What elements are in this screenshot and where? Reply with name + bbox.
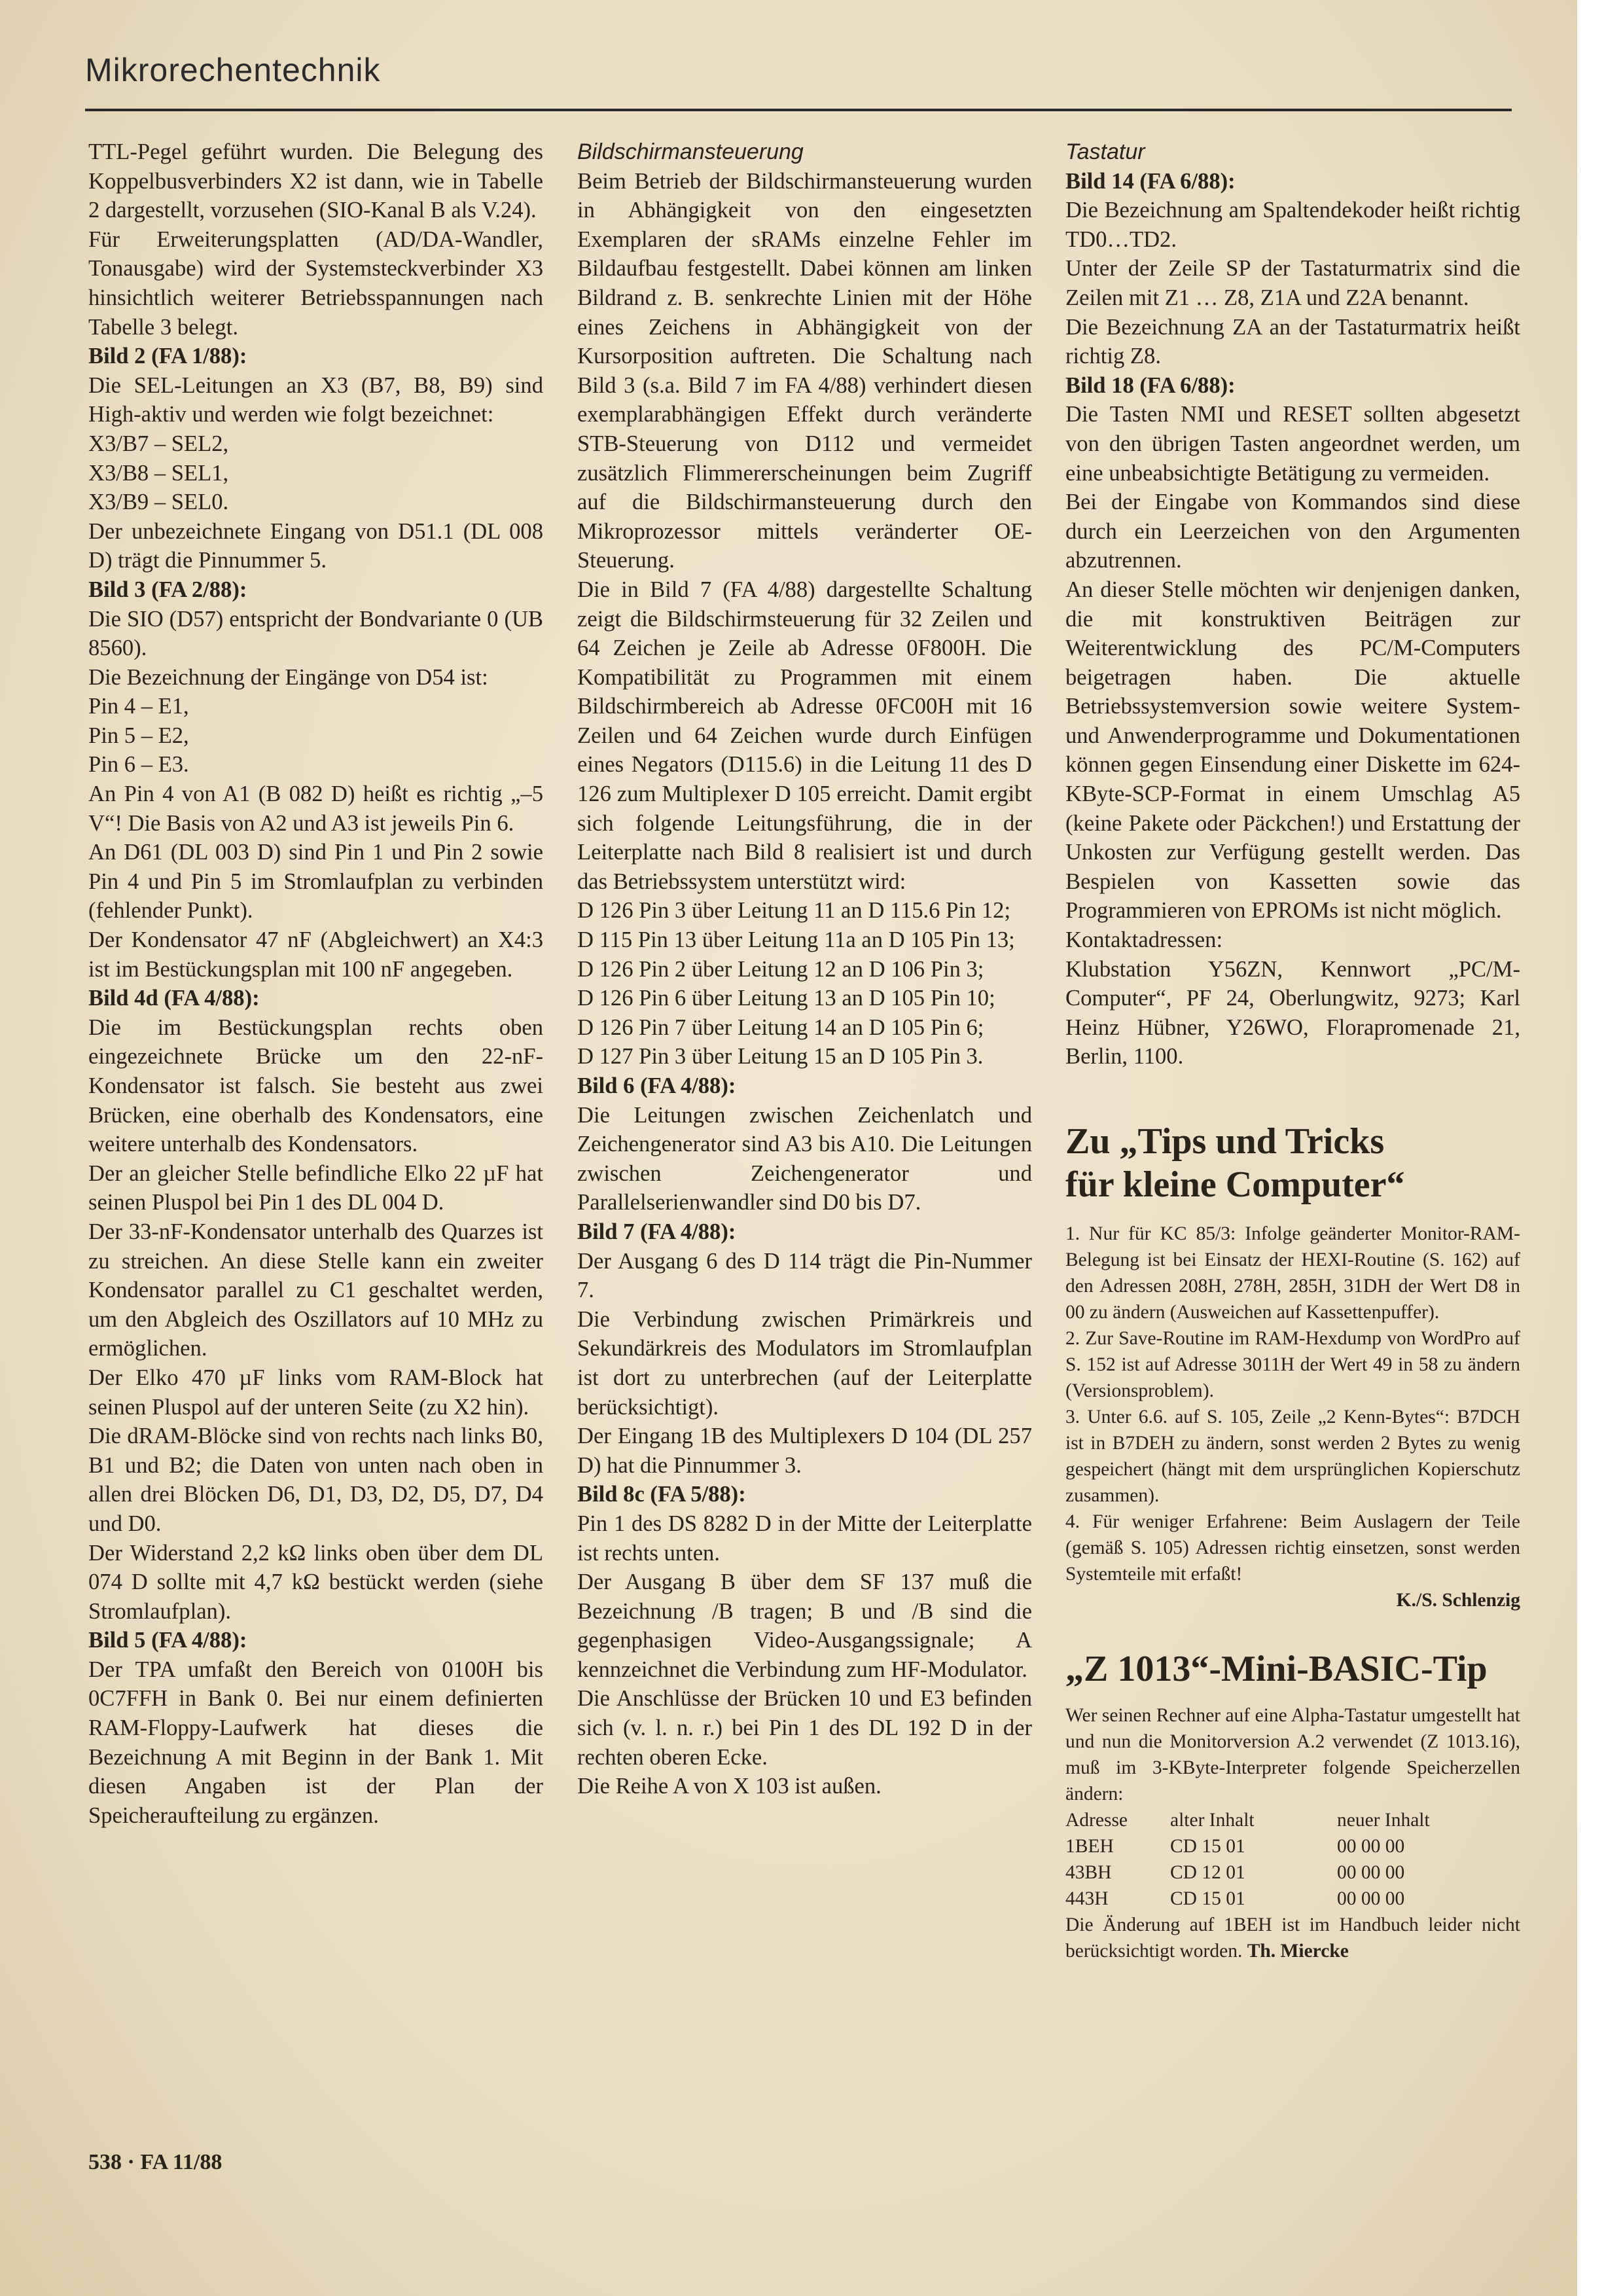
paragraph: Die Anschlüsse der Brücken 10 und E3 befinden sich (v. l. n. r.) bei Pin 1 des DL 192 D in der rechten oberen Ecke.: [577, 1686, 1032, 1770]
paragraph: Der unbezeichnete Eingang von D51.1 (DL 008 D) trägt die Pinnummer 5.: [88, 518, 543, 573]
pcm-corrections: [1065, 137, 1520, 1071]
paragraph: Der Ausgang B über dem SF 137 muß die Bezeichnung /B tragen; B und /B sind die gegenphasigen Video-Ausgangssignale; A kennzeichnet die Verbindung zum HF-Modulator.: [577, 1570, 1032, 1682]
tips-signature: K./S. Schlenzig: [1396, 1590, 1520, 1611]
table-cell: CD 15 01: [1170, 1836, 1245, 1857]
figure-heading: Bild 18 (FA 6/88):: [1065, 372, 1236, 398]
paragraph: D 126 Pin 7 über Leitung 14 an D 105 Pin 6;: [577, 1014, 984, 1040]
page-footer: 538 · FA 11/88: [88, 2150, 223, 2174]
paragraph: Die SIO (D57) entspricht der Bondvariante 0 (UB 8560).: [88, 606, 543, 661]
table-row: [1065, 1833, 1497, 1859]
paragraph: Bei der Eingabe von Kommandos sind diese durch ein Leerzeichen von den Argumenten abzutrennen.: [1065, 490, 1520, 573]
section-heading: Bildschirmansteuerung: [577, 139, 804, 164]
basic-outro-text: Die Änderung auf 1BEH ist im Handbuch leider nicht berücksichtigt worden.: [1065, 1914, 1520, 1962]
paragraph: Die Bezeichnung am Spaltendekoder heißt richtig TD0…TD2.: [1065, 198, 1520, 252]
paragraph: Die Leitungen zwischen Zeichenlatch und Zeichengenerator sind A3 bis A10. Die Leitungen zwischen Zeichengenerator und Parallelserienwandler sind D0 bis D7.: [577, 1102, 1032, 1215]
column-2: [577, 137, 1032, 1801]
tips-item: 1. Nur für KC 85/3: Infolge geänderter Monitor-RAM-Belegung ist bei Einsatz der HEXI-Routine (S. 162) auf den Adressen 208H, 278H, 285H, 31DH der Wert D8 in 00 zu ändern (Ausweichen auf Kassettenpuffer).: [1065, 1223, 1520, 1323]
paragraph: Für Erweiterungsplatten (AD/DA-Wandler, Tonausgabe) wird der Systemsteckverbinder X3 hinsichtlich weiterer Betriebsspannungen nach Tabelle 3 belegt.: [88, 226, 543, 340]
table-cell: 00 00 00: [1337, 1862, 1405, 1883]
page-edge: [1577, 0, 1623, 2296]
table-header-cell: neuer Inhalt: [1337, 1810, 1430, 1831]
basic-article: [1065, 1647, 1520, 1964]
paragraph: Der an gleicher Stelle befindliche Elko 22 µF hat seinen Pluspol bei Pin 1 des DL 004 D.: [88, 1160, 543, 1215]
paragraph: Der TPA umfaßt den Bereich von 0100H bis 0C7FFH in Bank 0. Bei nur einem definierten RAM-Floppy-Laufwerk hat dieses die Bezeichnung A mit Beginn in der Bank 1. Mit diesen Angaben ist der Plan der Speicheraufteilung zu ergänzen.: [88, 1657, 543, 1828]
figure-heading: Bild 14 (FA 6/88):: [1065, 168, 1236, 194]
paragraph: Die Reihe A von X 103 ist außen.: [577, 1774, 882, 1799]
section-title: Mikrorechentechnik: [85, 52, 381, 88]
figure-heading: Bild 5 (FA 4/88):: [88, 1628, 247, 1653]
paragraph: Die Tasten NMI und RESET sollten abgesetzt von den übrigen Tasten angeordnet werden, um eine unbeabsichtigte Betätigung zu vermeiden.: [1065, 402, 1520, 486]
paragraph: An dieser Stelle möchten wir denjenigen danken, die mit konstruktiven Beiträgen zur Weiterentwicklung des PC/M-Computers beigetragen haben. Die aktuelle Betriebssystemversion sowie weitere System- und Anwenderprogramme und Dokumentationen können gegen Einsendung einer Diskette im 624-KByte-SCP-Format in einem Umschlag A5 (keine Pakete oder Päckchen!) und Erstattung der Unkosten zur Verfügung gestellt werden. Das Bespielen von Kassetten sowie das Programmieren von EPROMs ist nicht möglich.: [1065, 577, 1520, 924]
basic-title: „Z 1013“-Mini-BASIC-Tip: [1065, 1649, 1488, 1689]
paragraph: Die Verbindung zwischen Primärkreis und Sekundärkreis des Modulators im Stromlaufplan ist dort zu unterbrechen (auf der Leiterplatte berücksichtigt).: [577, 1306, 1032, 1420]
figure-heading: Bild 2 (FA 1/88):: [88, 344, 247, 369]
paragraph: Die im Bestückungsplan rechts oben eingezeichnete Brücke um den 22-nF-Kondensator ist falsch. Sie besteht aus zwei Brücken, eine oberhalb des Kondensators, eine weitere unterhalb des Kondensators.: [88, 1014, 543, 1157]
paragraph: Die SEL-Leitungen an X3 (B7, B8, B9) sind High-aktiv und werden wie folgt bezeichnet:: [88, 372, 543, 427]
paragraph: Die dRAM-Blöcke sind von rechts nach links B0, B1 und B2; die Daten von unten nach oben in allen drei Blöcken D6, D1, D3, D2, D5, D7, D4 und D0.: [88, 1424, 543, 1536]
section-heading: Tastatur: [1065, 139, 1145, 164]
list-line: X3/B7 – SEL2,: [88, 431, 229, 456]
paragraph: Die Bezeichnung der Eingänge von D54 ist:: [88, 664, 488, 690]
figure-heading: Bild 4d (FA 4/88):: [88, 986, 260, 1011]
table-cell: 443H: [1065, 1888, 1109, 1909]
paragraph: D 126 Pin 2 über Leitung 12 an D 106 Pin 3;: [577, 956, 984, 982]
paragraph: Beim Betrieb der Bildschirmansteuerung wurden in Abhängigkeit von den eingesetzten Exemplaren der sRAMs einzelne Fehler im Bildaufbau festgestellt. Dabei können am linken Bildrand z. B. senkrechte Linien mit der Höhe eines Zeichens in Abhängigkeit von der Kursorposition auftreten. Die Schaltung nach Bild 3 (s.a. Bild 7 im FA 4/88) verhindert diesen exemplarabhängigen Effekt durch veränderte STB-Steuerung von D112 und vermeidet zusätzlich Flimmererscheinungen beim Zugriff auf die Bildschirmansteuerung durch den Mikroprozessor mittels veränderter OE-Steuerung.: [577, 168, 1032, 573]
paragraph: D 126 Pin 6 über Leitung 13 an D 105 Pin 10;: [577, 986, 995, 1011]
column-3: [1065, 137, 1520, 1964]
tips-list: [1065, 1221, 1520, 1613]
paragraph: Der Widerstand 2,2 kΩ links oben über dem DL 074 D sollte mit 4,7 kΩ bestückt werden (siehe Stromlaufplan).: [88, 1540, 543, 1624]
memory-table-header: [1065, 1807, 1497, 1833]
table-row: [1065, 1886, 1497, 1912]
basic-intro: Wer seinen Rechner auf eine Alpha-Tastatur umgestellt hat und nun die Monitorversion A.2 verwendet (Z 1013.16), muß im 3-KByte-Interpreter folgende Speicherzellen ändern:: [1065, 1705, 1520, 1804]
table-row: [1065, 1859, 1497, 1886]
column-1: [88, 137, 543, 1830]
figure-heading: Bild 3 (FA 2/88):: [88, 577, 247, 602]
tips-title: [1065, 1120, 1520, 1206]
page-header: [85, 51, 1512, 111]
basic-outro: [1065, 1912, 1520, 1964]
list-line: Pin 6 – E3.: [88, 752, 189, 778]
table-header-cell: alter Inhalt: [1170, 1810, 1255, 1831]
table-cell: CD 15 01: [1170, 1888, 1245, 1909]
header-rule: [85, 109, 1512, 111]
paragraph: An D61 (DL 003 D) sind Pin 1 und Pin 2 sowie Pin 4 und Pin 5 im Stromlaufplan zu verbinden (fehlender Punkt).: [88, 840, 543, 924]
paragraph: Der 33-nF-Kondensator unterhalb des Quarzes ist zu streichen. An diese Stelle kann ein zweiter Kondensator parallel zu C1 geschaltet werden, um den Abgleich des Oszillators auf 10 MHz zu ermöglichen.: [88, 1219, 543, 1361]
figure-heading: Bild 8c (FA 5/88):: [577, 1482, 746, 1507]
paragraph: Klubstation Y56ZN, Kennwort „PC/M-Computer“, PF 24, Oberlungwitz, 9273; Karl Heinz Hübner, Y26WO, Florapromenade 21, Berlin, 1100.: [1065, 956, 1520, 1069]
list-line: Kontaktadressen:: [1065, 927, 1223, 953]
figure-heading: Bild 6 (FA 4/88):: [577, 1073, 736, 1098]
tips-item: 4. Für weniger Erfahrene: Beim Auslagern der Teile (gemäß S. 105) Adressen richtig einsetzen, sonst werden Systemteile mit erfaßt!: [1065, 1511, 1520, 1585]
figure-heading: Bild 7 (FA 4/88):: [577, 1219, 736, 1244]
tips-item: 2. Zur Save-Routine im RAM-Hexdump von WordPro auf S. 152 ist auf Adresse 3011H der Wert 49 in 58 zu ändern (Versionsproblem).: [1065, 1328, 1520, 1401]
tips-item: 3. Unter 6.6. auf S. 105, Zeile „2 Kenn-Bytes“: B7DCH ist in B7DEH zu ändern, sonst werden 2 Bytes zu wenig gespeichert (hängt mit dem ursprünglichen Kopierschutz zusammen).: [1065, 1407, 1520, 1506]
list-line: Pin 4 – E1,: [88, 694, 189, 719]
table-cell: 1BEH: [1065, 1836, 1114, 1857]
paragraph: Pin 1 des DS 8282 D in der Mitte der Leiterplatte ist rechts unten.: [577, 1511, 1032, 1566]
paragraph: TTL-Pegel geführt wurden. Die Belegung des Koppelbusverbinders X2 ist dann, wie in Tabelle 2 dargestellt, vorzusehen (SIO-Kanal B als V.24).: [88, 139, 543, 223]
paragraph: Der Ausgang 6 des D 114 trägt die Pin-Nummer 7.: [577, 1248, 1032, 1303]
paragraph: Der Kondensator 47 nF (Abgleichwert) an X4:3 ist im Bestückungsplan mit 100 nF angegeben.: [88, 927, 543, 982]
basic-signature: Th. Miercke: [1247, 1941, 1349, 1962]
paragraph: Der Eingang 1B des Multiplexers D 104 (DL 257 D) hat die Pinnummer 3.: [577, 1424, 1032, 1478]
list-line: X3/B9 – SEL0.: [88, 490, 229, 515]
table-header-cell: Adresse: [1065, 1810, 1128, 1831]
paragraph: Die Bezeichnung ZA an der Tastaturmatrix heißt richtig Z8.: [1065, 314, 1520, 369]
paragraph: Die in Bild 7 (FA 4/88) dargestellte Schaltung zeigt die Bildschirmsteuerung für 32 Zeilen und 64 Zeichen je Zeile ab Adresse 0F800H. Die Kompatibilität zu Programmen mit einem Bildschirmbereich ab Adresse 0FC00H mit 16 Zeilen und 64 Zeichen wurde durch Einfügen eines Negators (D115.6) in die Leitung 11 des D 126 zum Multiplexer D 105 erreicht. Damit ergibt sich folgende Leitungsführung, die in der Leiterplatte nach Bild 8 realisiert ist und durch das Betriebssystem unterstützt wird:: [577, 577, 1032, 894]
paragraph: Unter der Zeile SP der Tastaturmatrix sind die Zeilen mit Z1 … Z8, Z1A und Z2A benannt.: [1065, 256, 1520, 310]
table-cell: CD 12 01: [1170, 1862, 1245, 1883]
memory-table: [1065, 1807, 1497, 1912]
paragraph: An Pin 4 von A1 (B 082 D) heißt es richtig „–5 V“! Die Basis von A2 und A3 ist jeweils Pin 6.: [88, 781, 543, 836]
tips-article: [1065, 1120, 1520, 1613]
paragraph: Der Elko 470 µF links vom RAM-Block hat seinen Pluspol auf der unteren Seite (zu X2 hin).: [88, 1365, 543, 1420]
table-cell: 00 00 00: [1337, 1888, 1405, 1909]
list-line: Pin 5 – E2,: [88, 723, 189, 748]
paragraph: D 115 Pin 13 über Leitung 11a an D 105 Pin 13;: [577, 927, 1015, 953]
table-cell: 00 00 00: [1337, 1836, 1405, 1857]
paragraph: D 126 Pin 3 über Leitung 11 an D 115.6 Pin 12;: [577, 898, 1011, 924]
table-cell: 43BH: [1065, 1862, 1112, 1883]
list-line: X3/B8 – SEL1,: [88, 460, 229, 486]
tips-title-line-1: Zu „Tips und Tricks: [1065, 1121, 1385, 1162]
paragraph: D 127 Pin 3 über Leitung 15 an D 105 Pin 3.: [577, 1044, 984, 1069]
tips-title-line-2: für kleine Computer“: [1065, 1164, 1405, 1205]
